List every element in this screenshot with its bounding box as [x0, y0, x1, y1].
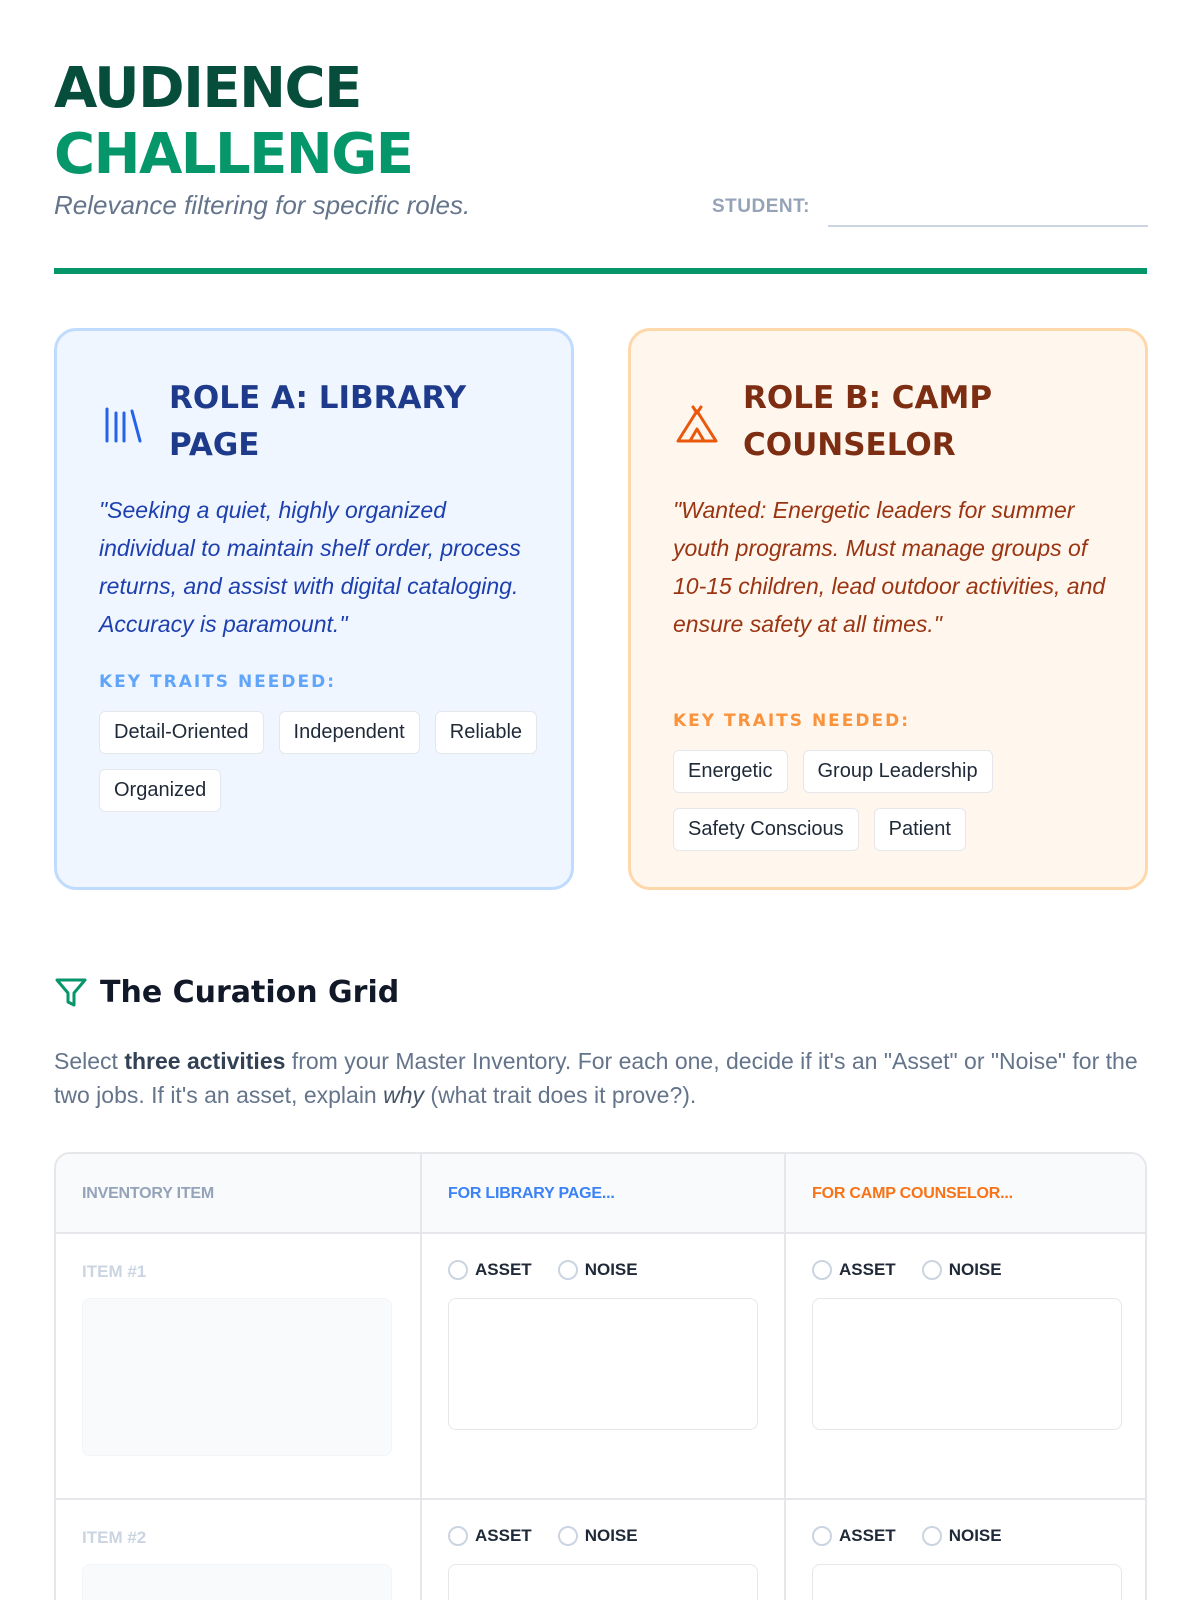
page-title	[54, 56, 413, 188]
role-a-traits-label: KEY TRAITS NEEDED:	[99, 672, 337, 692]
camp-explanation-field[interactable]	[812, 1564, 1122, 1600]
library-asset-option[interactable]: ASSET	[448, 1526, 532, 1546]
role-a-traits	[99, 711, 539, 812]
header-divider	[54, 268, 1147, 274]
trait-pill: Safety Conscious	[673, 808, 859, 851]
grid-instructions: Select three activities from your Master Inventory. For each one, decide if it's an "Asset" or "Noise" for the two jobs. If it's an asset, explain why (what trait does it prove?).	[54, 1048, 1138, 1108]
camp-noise-option[interactable]: NOISE	[922, 1526, 1002, 1546]
column-header-camp: FOR CAMP COUNSELOR...	[784, 1154, 1147, 1234]
table-header	[56, 1154, 1145, 1234]
library-books-icon	[101, 403, 145, 447]
camp-asset-option[interactable]: ASSET	[812, 1526, 896, 1546]
role-a-card	[54, 328, 574, 890]
library-noise-option[interactable]: NOISE	[558, 1260, 638, 1280]
radio-button[interactable]	[922, 1526, 942, 1546]
curation-grid-heading	[54, 975, 399, 1010]
role-b-description: "Wanted: Energetic leaders for summer youth programs. Must manage groups of 10-15 children, lead outdoor activities, and ensure safety at all times."	[673, 497, 1106, 637]
radio-button[interactable]	[448, 1526, 468, 1546]
table-row	[56, 1234, 1145, 1500]
table-row	[56, 1500, 1145, 1600]
student-name-field[interactable]	[828, 225, 1148, 227]
title-line-1: AUDIENCE	[54, 56, 361, 121]
radio-button[interactable]	[812, 1260, 832, 1280]
library-noise-option[interactable]: NOISE	[558, 1526, 638, 1546]
radio-button[interactable]	[922, 1260, 942, 1280]
role-b-traits	[673, 750, 1113, 851]
role-b-card	[628, 328, 1148, 890]
trait-pill: Energetic	[673, 750, 788, 793]
page-subtitle: Relevance filtering for specific roles.	[54, 190, 471, 220]
radio-button[interactable]	[558, 1526, 578, 1546]
student-label: STUDENT:	[712, 196, 810, 217]
role-b-traits-label: KEY TRAITS NEEDED:	[673, 711, 911, 731]
column-header-library: FOR LIBRARY PAGE...	[420, 1154, 784, 1234]
role-b-title: ROLE B: CAMP COUNSELOR	[743, 380, 993, 463]
trait-pill: Organized	[99, 769, 221, 812]
radio-button[interactable]	[812, 1526, 832, 1546]
camp-noise-option[interactable]: NOISE	[922, 1260, 1002, 1280]
role-a-title: ROLE A: LIBRARY PAGE	[169, 380, 467, 463]
radio-button[interactable]	[558, 1260, 578, 1280]
trait-pill: Detail-Oriented	[99, 711, 264, 754]
library-explanation-field[interactable]	[448, 1564, 758, 1600]
curation-table	[54, 1152, 1147, 1600]
trait-pill: Reliable	[435, 711, 537, 754]
inventory-item-field[interactable]	[82, 1298, 392, 1456]
trait-pill: Independent	[279, 711, 420, 754]
tent-icon	[675, 403, 719, 447]
filter-icon	[54, 976, 88, 1010]
trait-pill: Group Leadership	[803, 750, 993, 793]
item-label: ITEM #2	[82, 1528, 147, 1547]
item-label: ITEM #1	[82, 1262, 147, 1281]
column-header-inventory: INVENTORY ITEM	[82, 1185, 215, 1202]
radio-button[interactable]	[448, 1260, 468, 1280]
curation-grid-title: The Curation Grid	[100, 975, 400, 1010]
trait-pill: Patient	[874, 808, 966, 851]
camp-asset-option[interactable]: ASSET	[812, 1260, 896, 1280]
camp-explanation-field[interactable]	[812, 1298, 1122, 1430]
role-a-description: "Seeking a quiet, highly organized individual to maintain shelf order, process returns, and assist with digital cataloging. Accuracy is paramount."	[99, 497, 521, 637]
inventory-item-field[interactable]	[82, 1564, 392, 1600]
title-line-2: CHALLENGE	[54, 122, 413, 187]
library-asset-option[interactable]: ASSET	[448, 1260, 532, 1280]
library-explanation-field[interactable]	[448, 1298, 758, 1430]
